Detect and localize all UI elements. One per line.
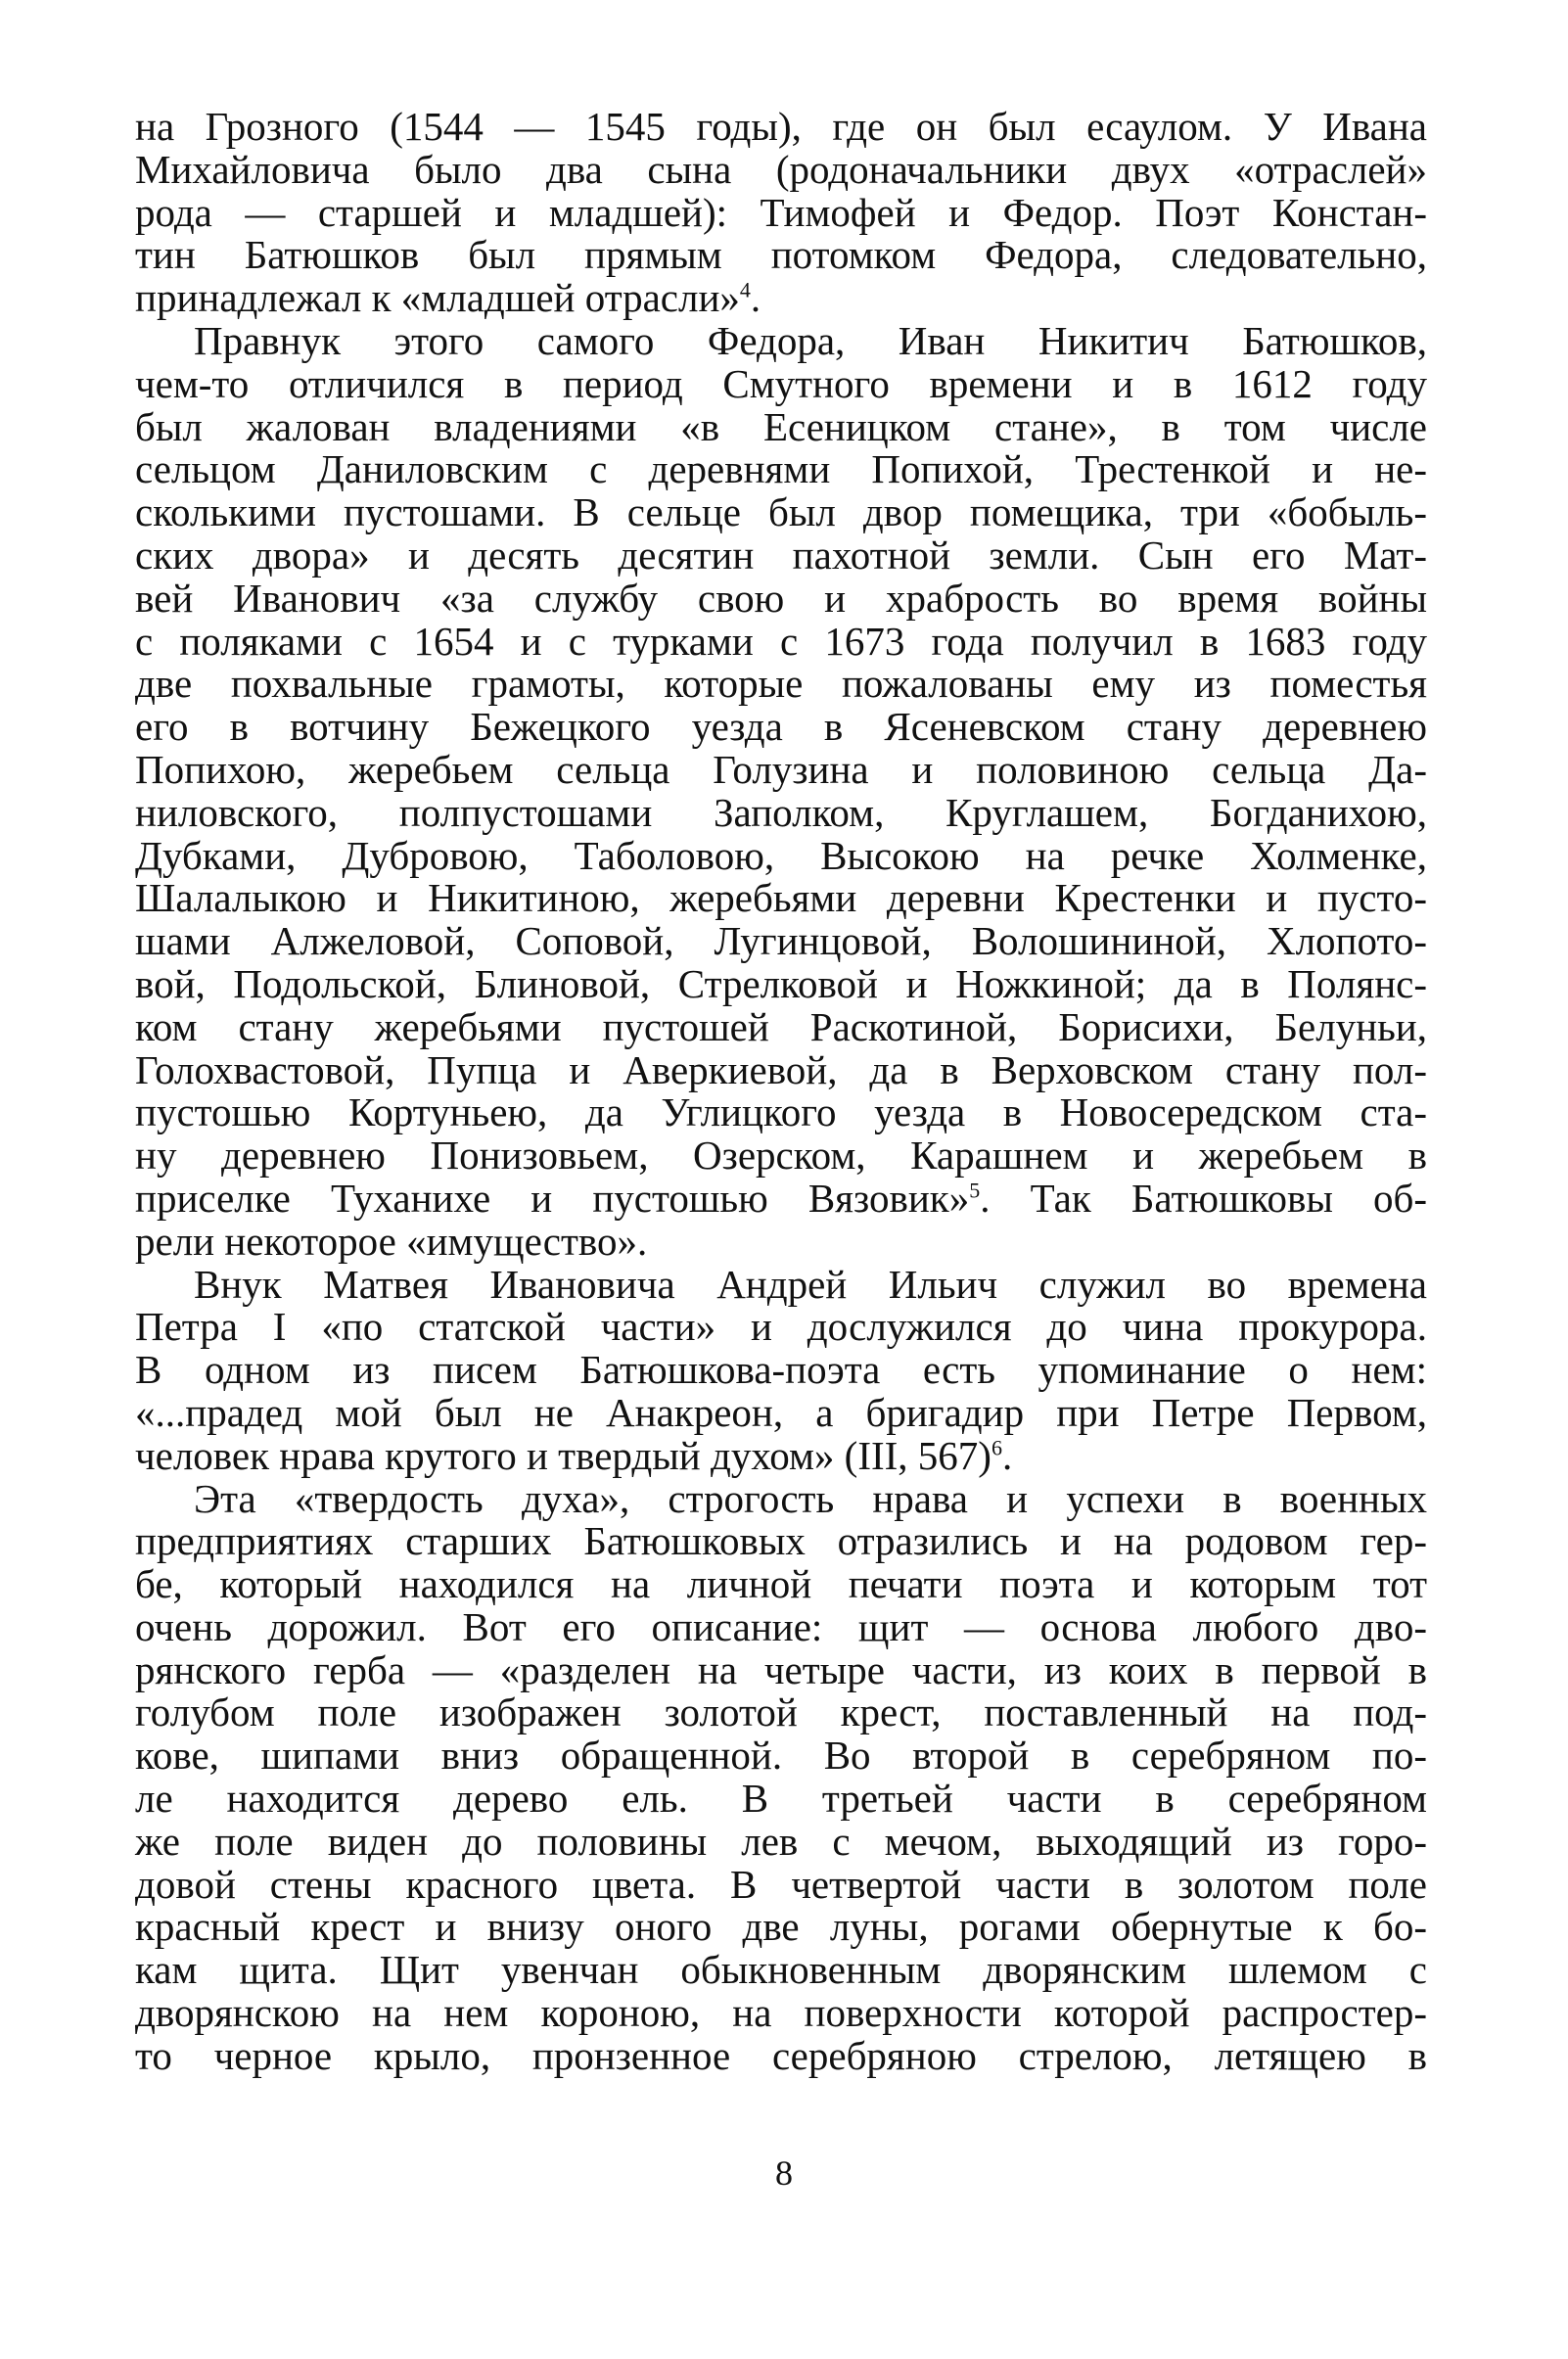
text-line: голубом поле изображен золотой крест, поставленный на под- bbox=[135, 1689, 1427, 1735]
paragraph bbox=[135, 1261, 1427, 1478]
text-fragment: . bbox=[750, 275, 761, 321]
text-line: тин Батюшков был прямым потомком Федора, следовательно, bbox=[135, 232, 1427, 278]
text-line: предприятиях старших Батюшковых отразились и на родовом гер- bbox=[135, 1518, 1427, 1564]
text-line: кове, шипами вниз обращенной. Во второй в серебряном по- bbox=[135, 1733, 1427, 1779]
text-line: был жалован владениями «в Есеницком стане», в том числе bbox=[135, 403, 1427, 449]
text-line: Дубками, Дубровою, Таболовою, Высокою на речке Холменке, bbox=[135, 832, 1427, 878]
paragraph bbox=[135, 1475, 1427, 2078]
text-line: его в вотчину Бежецкого уезда в Ясеневском стану деревнею bbox=[135, 704, 1427, 750]
text-line bbox=[135, 277, 1427, 320]
text-line: ниловского, полпустошами Заполком, Круглашем, Богданихою, bbox=[135, 789, 1427, 835]
page-body bbox=[135, 106, 1427, 2078]
text-line: Шалалыкою и Никитиною, жеребьями деревни Крестенки и пусто- bbox=[135, 875, 1427, 921]
text-line: с поляками с 1654 и с турками с 1673 года получил в 1683 году bbox=[135, 618, 1427, 664]
text-line: ну деревнею Понизовьем, Озерском, Карашнем и жеребьем в bbox=[135, 1133, 1427, 1179]
text-line: В одном из писем Батюшкова-поэта есть упоминание о нем: bbox=[135, 1347, 1427, 1393]
text-line: на Грозного (1544 — 1545 годы), где он был есаулом. У Ивана bbox=[135, 104, 1427, 149]
text-fragment: приселке Туханихе и пустошью Вязовик» bbox=[135, 1175, 970, 1221]
text-line: рода — старшей и младшей): Тимофей и Федор. Поэт Констан- bbox=[135, 189, 1427, 235]
text-line: Голохвастовой, Пупца и Аверкиевой, да в Верховском стану пол- bbox=[135, 1046, 1427, 1092]
text-fragment: . bbox=[1001, 1432, 1013, 1478]
text-line bbox=[135, 1432, 1427, 1478]
text-line: Михайловича было два сына (родоначальники двух «отраслей» bbox=[135, 146, 1427, 192]
text-line: красный крест и внизу оного две луны, рогами обернутые к бо- bbox=[135, 1904, 1427, 1950]
text-line: сельцом Даниловским с деревнями Попихой, Трестенкой и не- bbox=[135, 446, 1427, 492]
footnote-ref: 6 bbox=[991, 1435, 1002, 1460]
text-line: то черное крыло, пронзенное серебряною стрелою, летящею в bbox=[135, 2032, 1427, 2078]
footnote-ref: 4 bbox=[739, 277, 751, 302]
page-number: 8 bbox=[775, 2153, 793, 2193]
text-line: вей Иванович «за службу свою и храбрость во время войны bbox=[135, 575, 1427, 621]
text-line: довой стены красного цвета. В четвертой части в золотом поле bbox=[135, 1861, 1427, 1907]
text-line: Правнук этого самого Федора, Иван Никитич Батюшков, bbox=[194, 317, 1427, 363]
text-fragment: . Так Батюшковы об- bbox=[980, 1175, 1428, 1221]
text-line: чем-то отличился в период Смутного времени и в 1612 году bbox=[135, 360, 1427, 406]
paragraph bbox=[135, 106, 1427, 320]
text-line bbox=[135, 1175, 1428, 1221]
text-line: ских двора» и десять десятин пахотной земли. Сын его Мат- bbox=[135, 532, 1427, 578]
text-line: две похвальные грамоты, которые пожалованы ему из поместья bbox=[135, 661, 1427, 707]
text-line: Эта «твердость духа», строгость нрава и успехи в военных bbox=[194, 1475, 1427, 1521]
footnote-ref: 5 bbox=[969, 1178, 981, 1203]
text-fragment: принадлежал к «младшей отрасли» bbox=[135, 275, 740, 321]
paragraph bbox=[135, 317, 1428, 1264]
text-line: очень дорожил. Вот его описание: щит — основа любого дво- bbox=[135, 1603, 1427, 1649]
text-line: же поле виден до половины лев с мечом, выходящий из горо- bbox=[135, 1818, 1427, 1864]
text-line: дворянскою на нем короною, на поверхности которой распростер- bbox=[135, 1990, 1427, 2036]
text-line: сколькими пустошами. В сельце был двор помещика, три «бобыль- bbox=[135, 489, 1427, 535]
text-line: Петра I «по статской части» и дослужился до чина прокурора. bbox=[135, 1304, 1427, 1350]
text-line: вой, Подольской, Блиновой, Стрелковой и Ножкиной; да в Полянс- bbox=[135, 960, 1427, 1006]
text-line: кам щита. Щит увенчан обыкновенным дворянским шлемом с bbox=[135, 1947, 1427, 1993]
text-line: рели некоторое «имущество». bbox=[135, 1218, 648, 1264]
text-line: бе, который находился на личной печати поэта и которым тот bbox=[135, 1561, 1427, 1607]
text-fragment: человек нрава крутого и твердый духом» (III, 567) bbox=[135, 1432, 992, 1478]
text-line: Попихою, жеребьем сельца Голузина и половиною сельца Да- bbox=[135, 746, 1427, 792]
text-line: шами Алжеловой, Соповой, Лугинцовой, Волошининой, Хлопото- bbox=[135, 918, 1427, 964]
text-line: ле находится дерево ель. В третьей части в серебряном bbox=[135, 1776, 1427, 1822]
text-line: рянского герба — «разделен на четыре части, из коих в первой в bbox=[135, 1646, 1427, 1692]
text-line: ком стану жеребьями пустошей Раскотиной, Борисихи, Белуньи, bbox=[135, 1003, 1427, 1049]
text-line: «...прадед мой был не Анакреон, а бригадир при Петре Первом, bbox=[135, 1389, 1427, 1435]
text-line: Внук Матвея Ивановича Андрей Ильич служил во времена bbox=[194, 1261, 1427, 1307]
text-line: пустошью Кортуньею, да Углицкого уезда в Новосередском ста- bbox=[135, 1089, 1427, 1135]
